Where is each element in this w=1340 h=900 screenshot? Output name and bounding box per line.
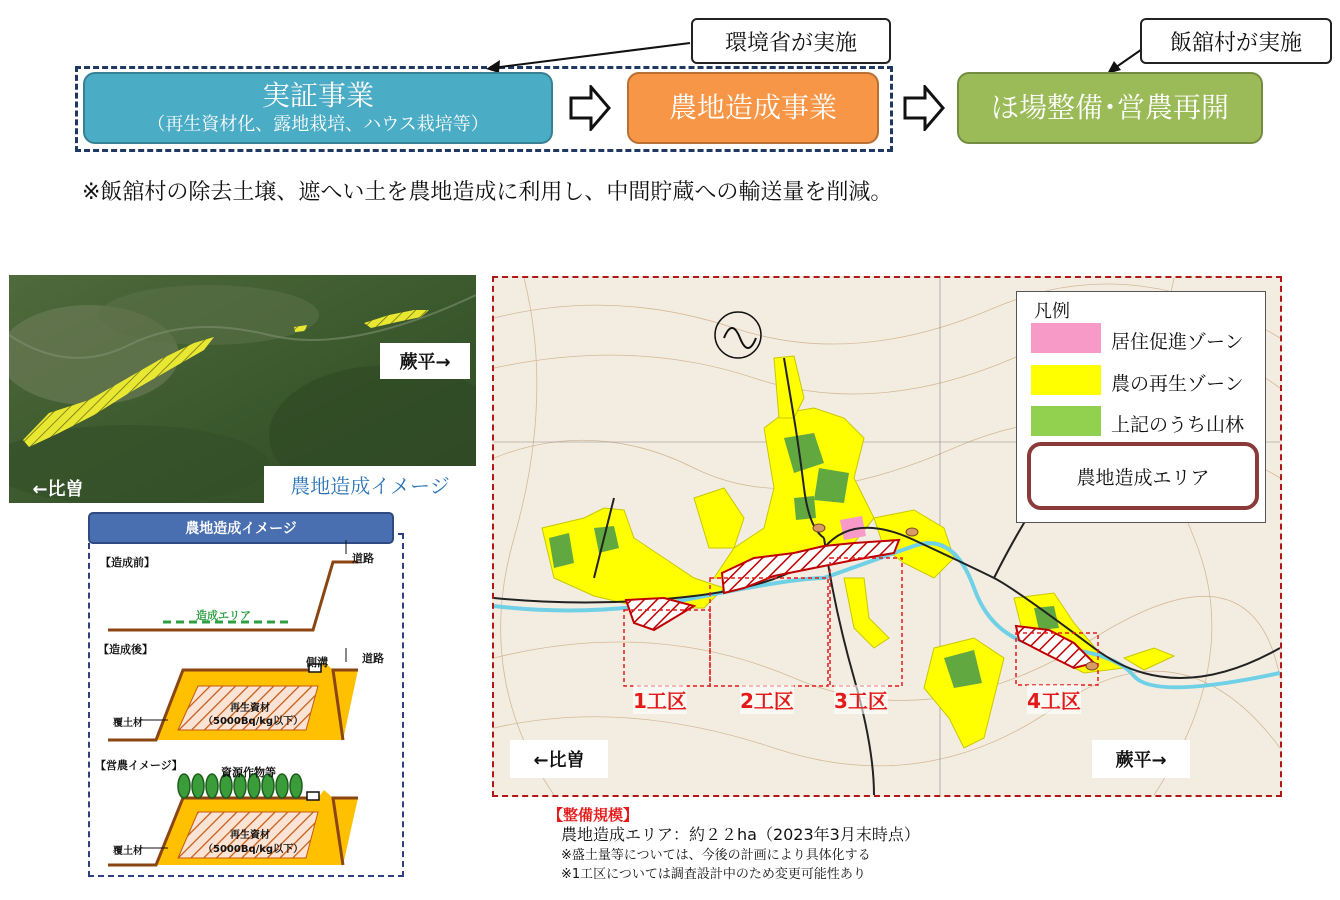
callout-ministry-text: 環境省が実施 bbox=[724, 30, 857, 56]
photo-tag-warabidaira: 蕨平→ bbox=[380, 343, 470, 379]
legend-label-forest: 上記のうち山林 bbox=[1111, 414, 1245, 436]
area-label-3: 3工区 bbox=[834, 685, 888, 714]
ditch-label: 側溝 bbox=[306, 656, 328, 669]
flow-box-resume bbox=[957, 72, 1263, 144]
callout-village-text: 飯舘村が実施 bbox=[1169, 30, 1302, 56]
legend-label-agri: 農の再生ゾーン bbox=[1111, 373, 1244, 395]
flow-box-demonstration-title: 実証事業 bbox=[261, 79, 374, 112]
section-farming-label: 【営農イメージ】 bbox=[95, 759, 183, 772]
area-label-4: 4工区 bbox=[1027, 685, 1081, 714]
legend-title: 凡例 bbox=[1034, 301, 1070, 322]
map-tag-warabidaira: 蕨平→ bbox=[1092, 740, 1190, 778]
crops-label: 資源作物等 bbox=[221, 766, 276, 779]
material-spec-farming: （5000Bq/kg以下） bbox=[203, 844, 304, 855]
material-label-farming: 再生資材 bbox=[230, 830, 270, 841]
photo-tag-hiso: ←比曽 bbox=[32, 478, 84, 500]
aerial-photo bbox=[9, 275, 476, 503]
flow-box-farmland-title: 農地造成事業 bbox=[668, 91, 837, 124]
section-after-label: 【造成後】 bbox=[98, 643, 153, 656]
flow-box-resume-title: ほ場整備･営農再開 bbox=[990, 91, 1229, 124]
legend-swatch-residential bbox=[1031, 323, 1101, 353]
legend-area-label: 農地造成エリア bbox=[1076, 466, 1210, 489]
photo-caption: 農地造成イメージ bbox=[264, 466, 476, 503]
cover-label-after: 覆土材 bbox=[113, 718, 143, 729]
road-label-before: 道路 bbox=[352, 552, 374, 565]
legend-swatch-forest bbox=[1031, 406, 1101, 436]
legend-swatch-agri bbox=[1031, 365, 1101, 395]
map-legend bbox=[1016, 291, 1266, 523]
callout-village bbox=[1140, 18, 1332, 64]
flow-box-demonstration-sub: （再生資材化、露地栽培、ハウス栽培等） bbox=[147, 114, 489, 135]
legend-label-residential: 居住促進ゾーン bbox=[1111, 331, 1244, 353]
scale-heading: 【整備規模】 bbox=[548, 806, 639, 824]
scale-line-1: 農地造成エリア：約２２ha（2023年3月末時点） bbox=[561, 825, 920, 844]
road-label-after: 道路 bbox=[362, 652, 384, 665]
legend-area-box bbox=[1027, 442, 1259, 510]
flow-box-farmland bbox=[627, 72, 879, 144]
material-label-after: 再生資材 bbox=[230, 703, 270, 714]
area-label: 造成エリア bbox=[196, 609, 251, 622]
flow-arrow-icon bbox=[569, 85, 611, 131]
scale-line-2: ※盛土量等については、今後の計画により具体化する bbox=[561, 848, 871, 863]
material-spec-after: （5000Bq/kg以下） bbox=[203, 716, 304, 727]
cover-label-farming: 覆土材 bbox=[113, 846, 143, 857]
summary-note: ※飯舘村の除去土壌、遮へい土を農地造成に利用し、中間貯蔵への輸送量を削減。 bbox=[82, 180, 893, 205]
area-label-1: 1工区 bbox=[633, 685, 687, 714]
callout-ministry bbox=[691, 18, 891, 64]
cross-section-title: 農地造成イメージ bbox=[88, 512, 394, 544]
flow-arrow-icon bbox=[903, 85, 945, 131]
map-tag-hiso: ←比曽 bbox=[510, 740, 608, 778]
scale-line-3: ※1工区については調査設計中のため変更可能性あり bbox=[561, 867, 866, 882]
flow-box-demonstration bbox=[83, 72, 553, 144]
section-before-label: 【造成前】 bbox=[100, 556, 155, 569]
area-label-2: 2工区 bbox=[740, 685, 794, 714]
